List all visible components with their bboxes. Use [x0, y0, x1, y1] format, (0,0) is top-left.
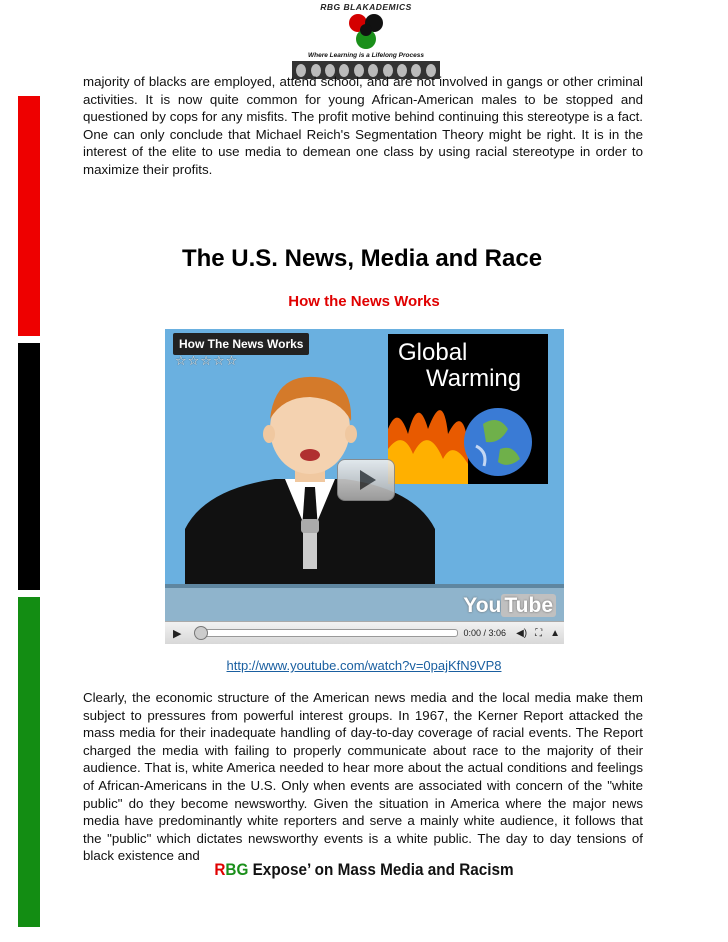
video-title[interactable]: How The News Works — [173, 333, 309, 355]
youtube-logo: You Tube — [463, 594, 556, 618]
seek-knob[interactable] — [194, 626, 208, 640]
fullscreen-icon[interactable]: ⛶ — [535, 627, 543, 639]
volume-icon[interactable]: ◀) — [516, 627, 528, 639]
logo-emblem-icon — [346, 13, 386, 51]
footer-title: RBG Expose’ on Mass Media and Racism — [214, 860, 514, 879]
global-warming-text: Global Warming — [398, 339, 522, 392]
global-warming-graphic — [388, 334, 548, 484]
play-icon — [360, 470, 376, 490]
rbg-logo — [290, 0, 442, 80]
video-url-link[interactable]: http://www.youtube.com/watch?v=0pajKfN9VP8 — [226, 658, 502, 673]
seek-bar[interactable] — [195, 629, 458, 637]
body-paragraph-1: majority of blacks are employed, attend school, and are not involved in gangs or other criminal activities. It is now quite common for young African-American males to be stopped and questioned by cops for any misfits. The profit motive behind continuing this stereotype is a fact. One can only conclude that Michael Reich's Segmentation Theory might be right. It is in the interest of the elite to use media to demean one class by using racial stereotype in order to maximize their profits. — [83, 74, 643, 177]
logo-tagline: Where Learning is a Lifelong Process — [308, 52, 424, 59]
embedded-video[interactable] — [165, 329, 564, 644]
rating-stars-icon[interactable]: ☆☆☆☆☆ — [175, 353, 239, 368]
video-time: 0:00 / 3:06 — [463, 628, 507, 638]
play-control-icon[interactable]: ▶ — [173, 627, 182, 640]
logo-brand: RBG BLAKADEMICS — [320, 2, 412, 12]
menu-icon[interactable]: ▲ — [550, 627, 560, 639]
play-button[interactable] — [337, 459, 395, 501]
video-subheading: How the News Works — [288, 293, 440, 310]
side-bar-black — [18, 343, 40, 590]
section-heading: The U.S. News, Media and Race — [181, 245, 543, 272]
body-paragraph-2: Clearly, the economic structure of the American news media and the local media make them subject to pressures from powerful interest groups. In 1967, the Kerner Report attacked the mass media for their inadequate handling of day-to-day coverage of racial events. The Report charged the media with failing to properly communicate about race to the majority of their audience. That is, white America needed to hear more about the actual conditions and feelings of African-Americans in the U.S. Only when events are associated with concern of the "white public" do they become newsworthy. Given the situation in America where the major news media have predominantly white reporters and serve a mainly white audience, it follows that the "public" which dictates newsworthy events is a white public. The day to day tensions of black existence and — [83, 690, 643, 864]
video-controls — [165, 621, 564, 644]
